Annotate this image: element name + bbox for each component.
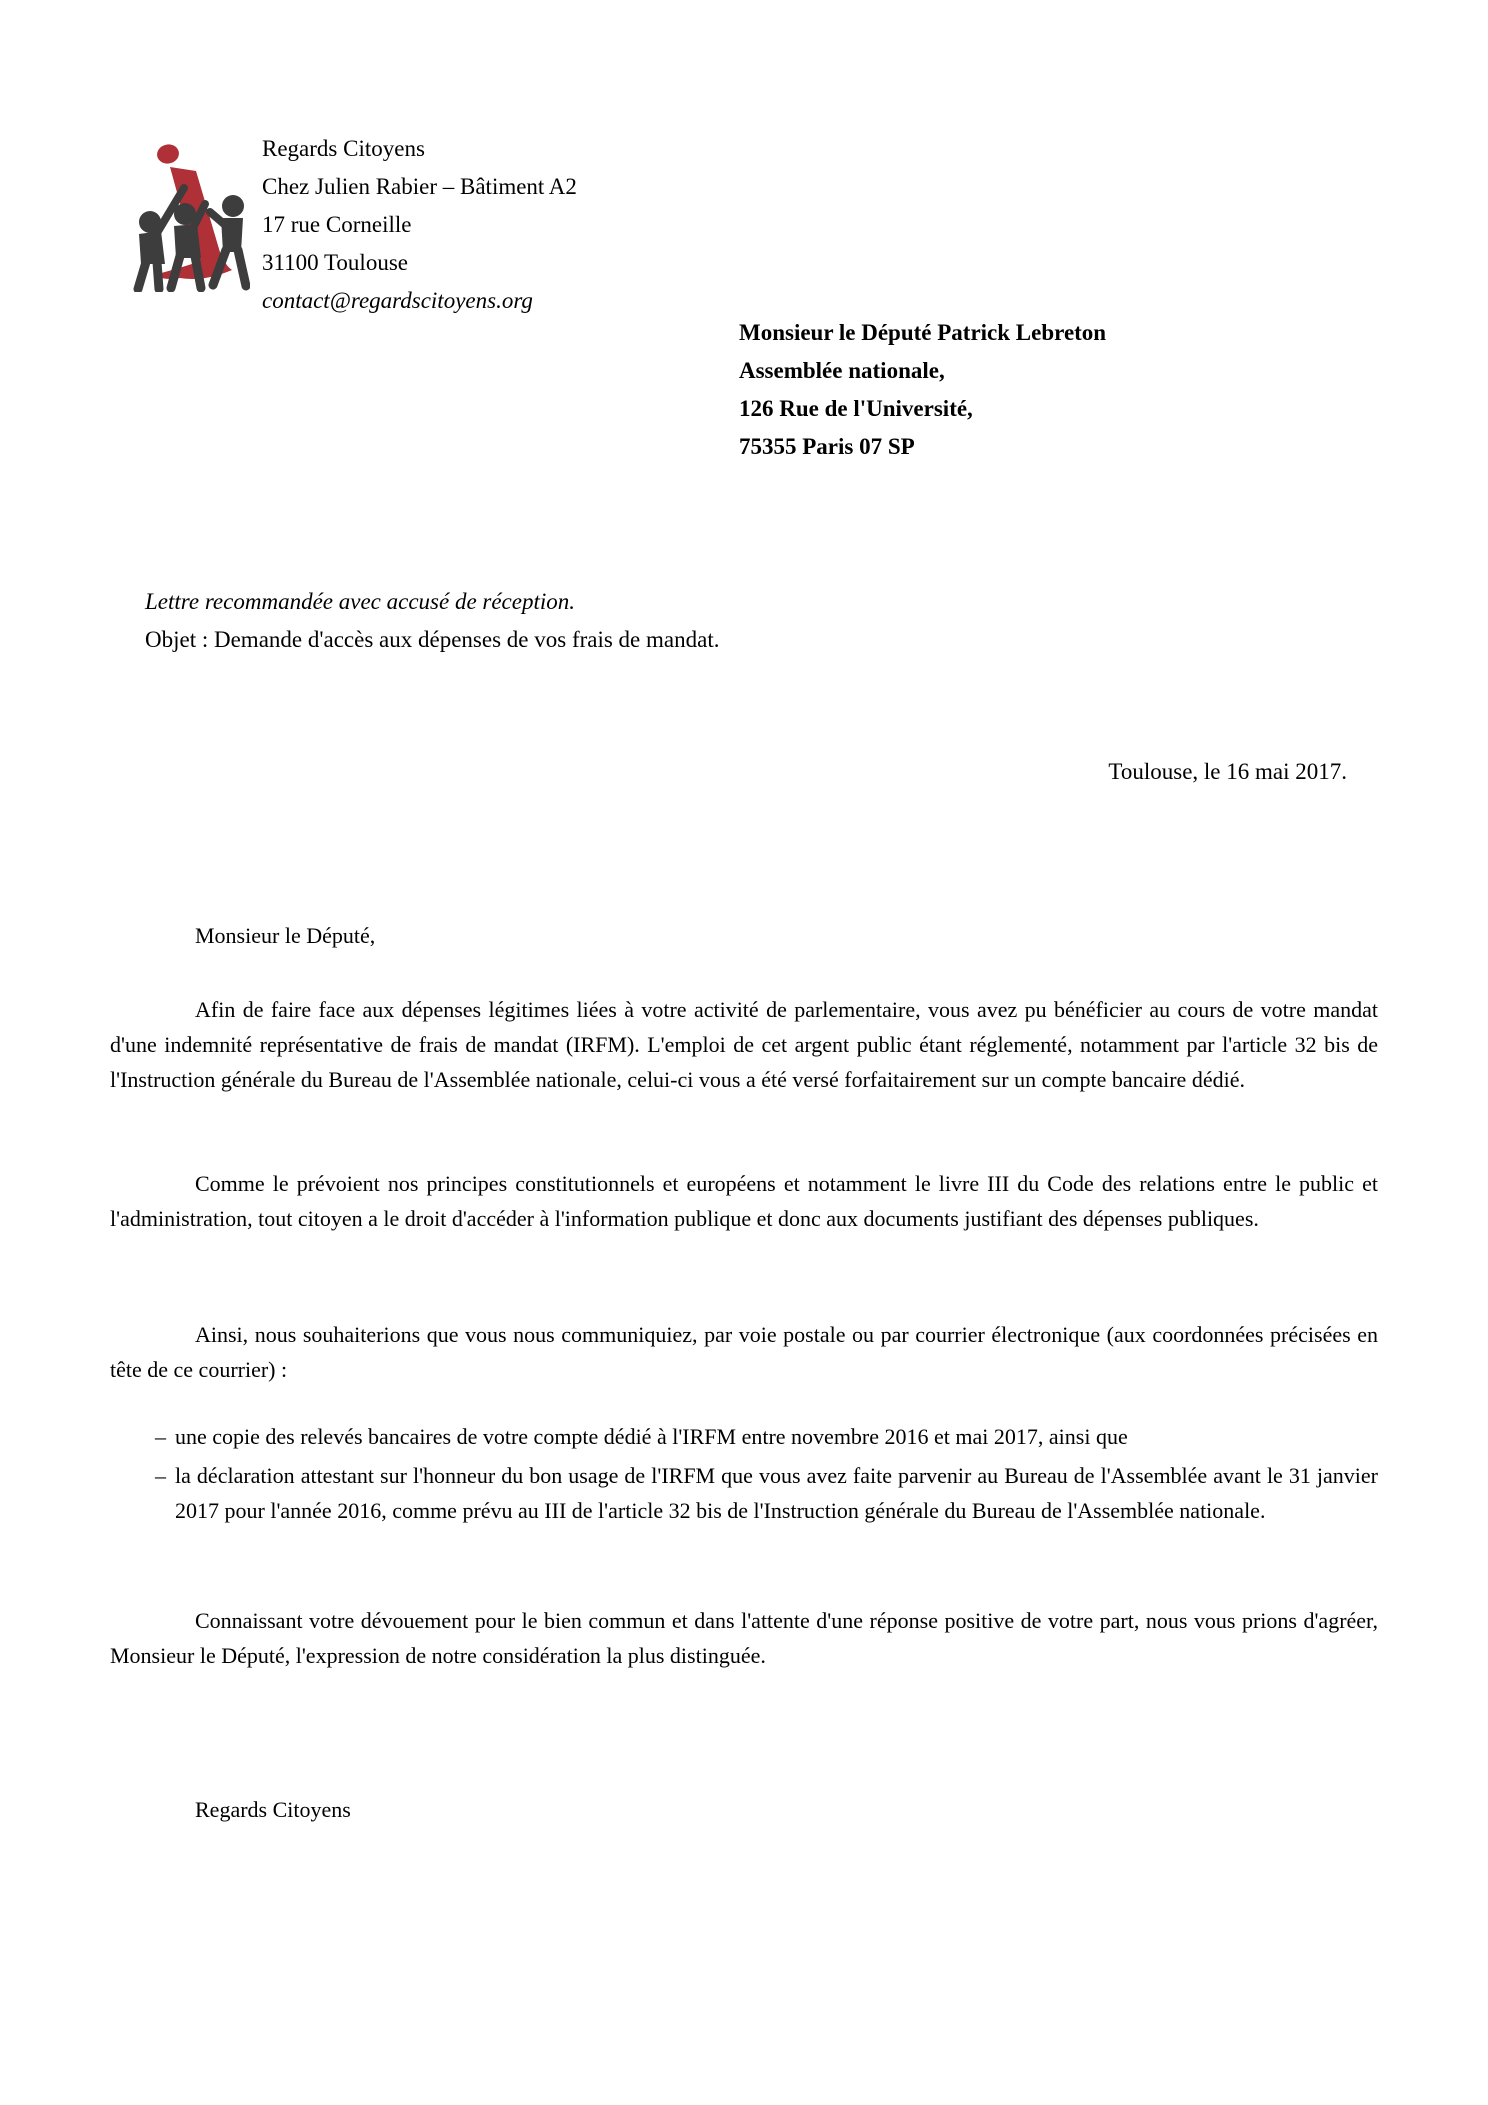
reference-block — [145, 583, 719, 659]
list-item-text: une copie des relevés bancaires de votre compte dédié à l'IRFM entre novembre 2016 et mai 2017, ainsi que — [175, 1424, 1128, 1449]
dateline: Toulouse, le 16 mai 2017. — [1108, 759, 1347, 784]
recipient-street: 126 Rue de l'Université, — [739, 396, 973, 421]
closing-paragraph: Connaissant votre dévouement pour le bien commun et dans l'attente d'une réponse positive de votre part, nous vous prions d'agréer, Monsieur le Député, l'expression de notre considération la plus distinguée. — [110, 1608, 1378, 1668]
body-paragraph-3: Ainsi, nous souhaiterions que vous nous communiquiez, par voie postale ou par courrier électronique (aux coordonnées précisées en tête de ce courrier) : — [110, 1322, 1378, 1382]
registered-mail-notice: Lettre recommandée avec accusé de réception. — [145, 589, 576, 614]
subject-line: Objet : Demande d'accès aux dépenses de vos frais de mandat. — [145, 627, 720, 652]
salutation: Monsieur le Député, — [195, 923, 376, 948]
list-dash: – — [155, 1463, 166, 1488]
recipient-org: Assemblée nationale, — [739, 358, 945, 383]
body-paragraph-1: Afin de faire face aux dépenses légitimes liées à votre activité de parlementaire, vous avez pu bénéficier au cours de votre mandat d'une indemnité représentative de frais de mandat (IRFM). L'emploi de cet argent public étant réglementé, notamment par l'article 32 bis de l'Instruction générale du Bureau de l'Assemblée nationale, celui-ci vous a été versé forfaitairement sur un compte bancaire dédié. — [110, 997, 1378, 1092]
list-item-text: la déclaration attestant sur l'honneur du bon usage de l'IRFM que vous avez faite parvenir au Bureau de l'Assemblée avant le 31 janvier 2017 pour l'année 2016, comme prévu au III de l'article 32 bis de l'Instruction générale du Bureau de l'Assemblée nationale. — [175, 1463, 1378, 1523]
list-item — [110, 1458, 1378, 1528]
sender-name: Regards Citoyens — [262, 136, 425, 161]
list-item — [110, 1419, 1378, 1454]
body-paragraph-2: Comme le prévoient nos principes constitutionnels et européens et notamment le livre III du Code des relations entre le public et l'administration, tout citoyen a le droit d'accéder à l'information publique et donc aux documents justifiant des dépenses publiques. — [110, 1171, 1378, 1231]
recipient-city: 75355 Paris 07 SP — [739, 434, 915, 459]
sender-address-line-3: 31100 Toulouse — [262, 250, 408, 275]
sender-address-line-2: 17 rue Corneille — [262, 212, 412, 237]
list-dash: – — [155, 1424, 166, 1449]
sender-email: contact@regardscitoyens.org — [262, 288, 533, 313]
recipient-address-block — [739, 314, 1106, 466]
request-list — [110, 1419, 1378, 1528]
sender-address-line-1: Chez Julien Rabier – Bâtiment A2 — [262, 174, 577, 199]
regards-citoyens-logo-icon — [104, 140, 250, 292]
signature: Regards Citoyens — [195, 1797, 351, 1822]
recipient-name: Monsieur le Député Patrick Lebreton — [739, 320, 1107, 345]
sender-address-block — [262, 130, 577, 320]
